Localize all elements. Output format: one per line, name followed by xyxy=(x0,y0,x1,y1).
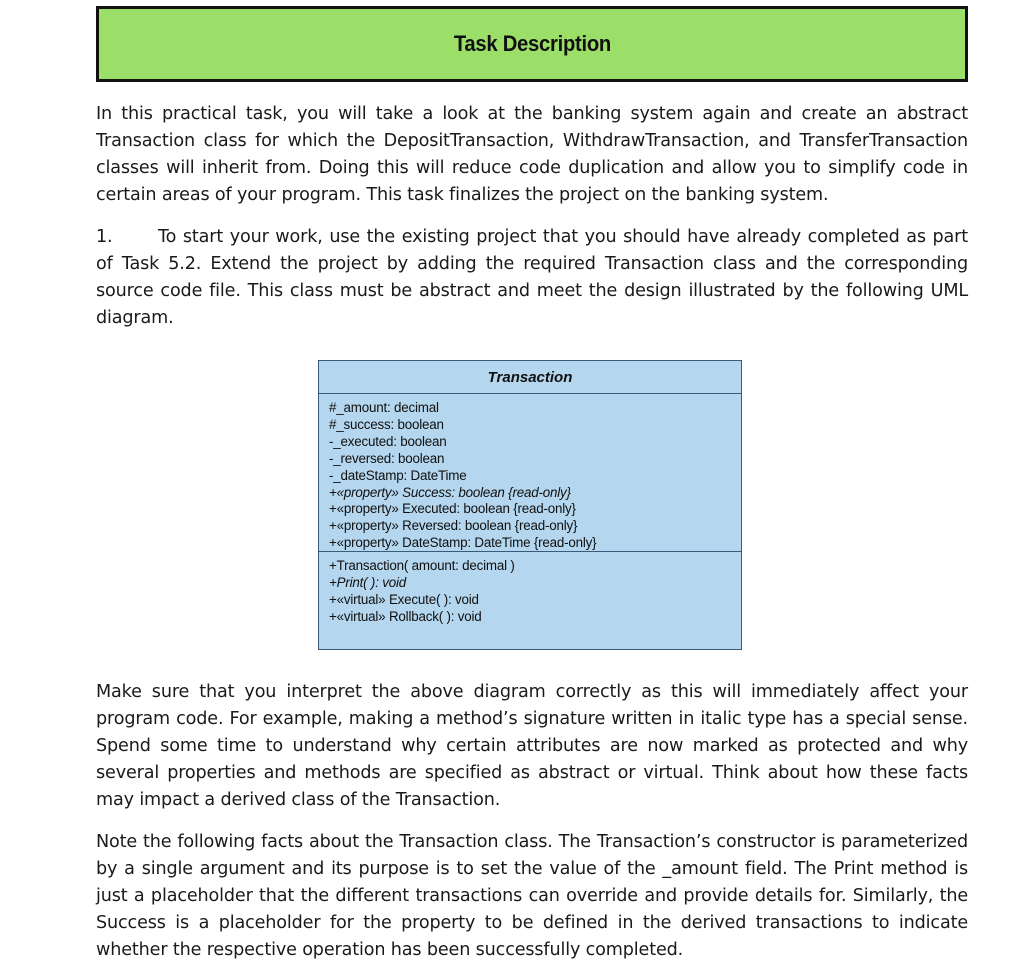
uml-attribute-abstract: +«property» Success: boolean {read-only} xyxy=(329,484,571,500)
uml-operation: +«virtual» Rollback( ): void xyxy=(329,608,482,624)
uml-operation: +«virtual» Execute( ): void xyxy=(329,591,479,607)
note-paragraph: Note the following facts about the Transaction class. The Transaction’s constructor is parameterized by a single argument and its purpose is to set the value of the _amount field. The Print method is just a placeholder that the different transactions can override and provide details for. Similarly, the Success is a placeholder for the property to be defined in the derived transactions to indicate whether the respective operation has been successfully completed. xyxy=(96,832,968,960)
uml-attribute: #_amount: decimal xyxy=(329,400,439,415)
uml-attribute: #_success: boolean xyxy=(329,416,444,432)
uml-attribute: -_dateStamp: DateTime xyxy=(329,467,467,483)
uml-attribute: +«property» DateStamp: DateTime {read-only} xyxy=(329,535,597,551)
uml-operations xyxy=(319,552,741,626)
uml-operation-abstract: +Print( ): void xyxy=(329,574,406,590)
uml-operation: +Transaction( amount: decimal ) xyxy=(329,558,515,573)
uml-attribute: -_executed: boolean xyxy=(329,433,447,449)
step-number: 1. xyxy=(96,227,113,247)
intro-paragraph: In this practical task, you will take a look at the banking system again and create an abstract Transaction class for which the DepositTransaction, WithdrawTransaction, and TransferTransaction classes will inherit from. Doing this will reduce code duplication and allow you to simplify code in certain areas of your program. This task finalizes the project on the banking system. xyxy=(96,104,968,205)
step-1-paragraph xyxy=(96,224,968,332)
uml-class-name: Transaction xyxy=(319,361,741,394)
step-1-text: To start your work, use the existing project that you should have already completed as part of Task 5.2. Extend the project by adding the required Transaction class and the corresponding source code file. This class must be abstract and meet the design illustrated by the following UML diagram. xyxy=(96,227,968,328)
uml-class-diagram xyxy=(318,360,742,650)
task-header xyxy=(96,6,968,82)
uml-attribute: +«property» Executed: boolean {read-only} xyxy=(329,501,576,517)
uml-attributes xyxy=(319,394,741,552)
uml-attribute: +«property» Reversed: boolean {read-only} xyxy=(329,518,578,534)
interpret-paragraph: Make sure that you interpret the above diagram correctly as this will immediately affect your program code. For example, making a method’s signature written in italic type has a special sense. Spend some time to understand why certain attributes are now marked as protected and why several properties and methods are specified as abstract or virtual. Think about how these facts may impact a derived class of the Transaction. xyxy=(96,682,968,810)
task-title: Task Description xyxy=(453,31,611,56)
uml-attribute: -_reversed: boolean xyxy=(329,450,445,466)
